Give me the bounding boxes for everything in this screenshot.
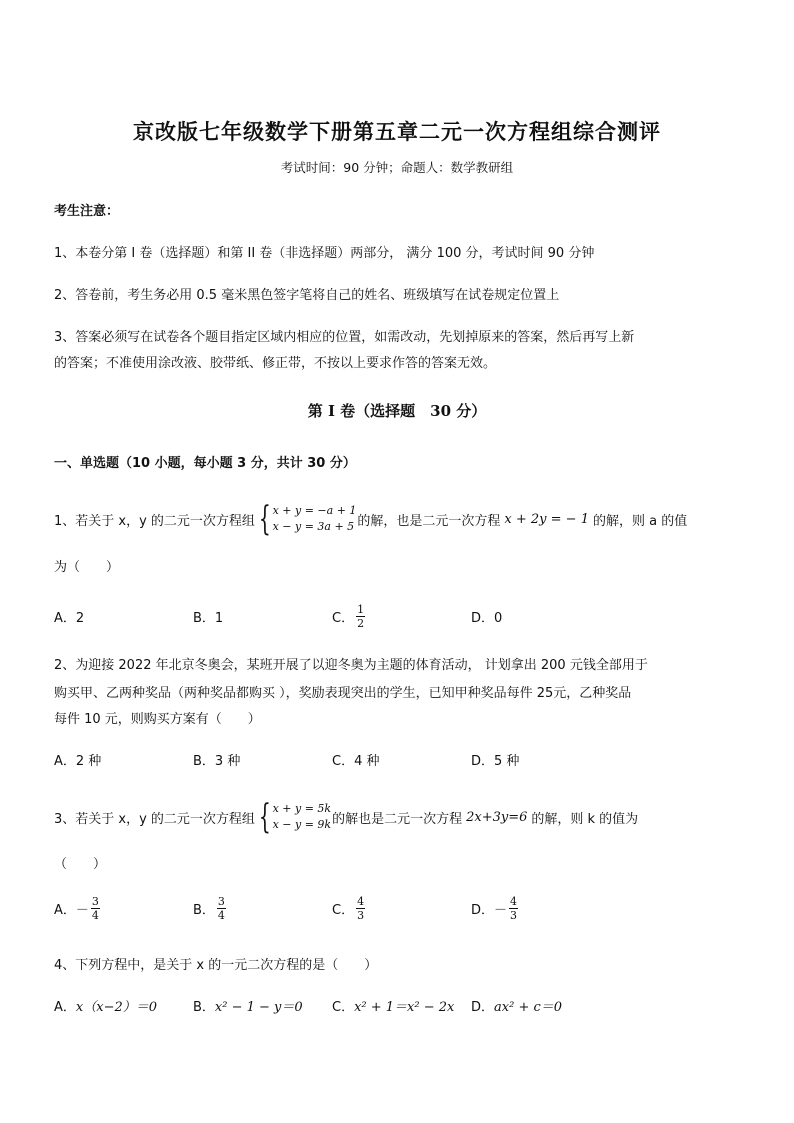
q3-option-b-fraction	[217, 895, 226, 922]
question-1-stem	[54, 499, 688, 539]
brace-icon: {	[258, 797, 271, 837]
q4-stem: 4、下列方程中，是关于 x 的一元二次方程的是（ ）	[54, 958, 378, 973]
q1-option-a[interactable]: A．2	[54, 611, 85, 626]
q3-option-b[interactable]	[193, 895, 332, 922]
q3-eq1: x + y = 5k	[272, 802, 332, 815]
q1-suffix: 的解，则 a 的值	[592, 513, 688, 529]
q3-equation-system	[256, 797, 332, 837]
q4-option-b-label: B．	[193, 1000, 215, 1015]
q4-option-c[interactable]	[332, 996, 471, 1015]
q2-option-b[interactable]: B．3 种	[193, 754, 241, 769]
q3-option-a-fraction	[91, 895, 100, 922]
q3-middle: 的解也是二元一次方程	[332, 811, 463, 827]
fraction-denominator: 4	[91, 909, 99, 922]
brace-icon: {	[258, 499, 271, 539]
fraction-denominator: 3	[357, 909, 365, 922]
q2-option-c[interactable]: C．4 种	[332, 754, 380, 769]
q3-option-b-label: B．	[193, 903, 215, 918]
q3-prefix: 3、若关于 x，y 的二元一次方程组	[54, 811, 255, 827]
q3-line2: （ ）	[54, 857, 107, 872]
q1-option-d[interactable]: D．0	[471, 611, 503, 626]
q1-eq2: x − y = 3a + 5	[272, 520, 355, 533]
notice-item-2: 2、答卷前，考生务必用 0.5 毫米黑色签字笔将自己的姓名、班级填写在试卷规定位置上	[54, 288, 560, 303]
fraction-denominator: 4	[217, 909, 225, 922]
exam-info: 考试时间：90 分钟；命题人：数学教研组	[280, 160, 514, 175]
fraction-numerator: 3	[217, 895, 225, 908]
q4-option-d[interactable]	[471, 996, 591, 1015]
notice-item-3-cont: 的答案；不准使用涂改液、胶带纸、修正带，不按以上要求作答的答案无效。	[54, 356, 497, 371]
fraction-numerator: 1	[357, 603, 365, 616]
q1-prefix: 1、若关于 x，y 的二元一次方程组	[54, 513, 255, 529]
q1-eq1: x + y = −a + 1	[272, 504, 357, 517]
q3-options	[54, 895, 610, 922]
fraction-numerator: 4	[357, 895, 365, 908]
q3-eq3: 2x+3y=6	[466, 809, 528, 825]
q3-option-a[interactable]	[54, 895, 193, 922]
fraction-denominator: 2	[357, 617, 365, 630]
q1-option-c-fraction	[356, 603, 365, 630]
q4-option-d-label: D．	[471, 1000, 495, 1015]
q4-option-c-label: C．	[332, 1000, 355, 1015]
notice-item-3: 3、答案必须写在试卷各个题目指定区域内相应的位置，如需改动，先划掉原来的答案，然后再写上新	[54, 330, 635, 345]
q1-equation-system	[256, 499, 357, 539]
page-title: 京改版七年级数学下册第五章二元一次方程组综合测评	[133, 119, 661, 144]
q3-eq2: x − y = 9k	[272, 818, 332, 831]
q2-line1: 2、为迎接 2022 年北京冬奥会，某班开展了以迎冬奥为主题的体育活动， 计划拿出 200 元钱全部用于	[54, 658, 648, 673]
q4-option-a-label: A．	[54, 1000, 76, 1015]
q2-option-a[interactable]: A．2 种	[54, 754, 102, 769]
notice-item-1: 1、本卷分第 I 卷（选择题）和第 II 卷（非选择题）两部分， 满分 100 分，考试时间 90 分钟	[54, 246, 595, 261]
q3-option-a-label: A．－	[54, 903, 89, 918]
q3-option-c-label: C．	[332, 903, 355, 918]
fraction-denominator: 3	[510, 909, 518, 922]
q3-option-d-label: D．－	[471, 903, 508, 918]
q1-option-c-label: C．	[332, 611, 355, 626]
question-3-stem	[54, 797, 639, 837]
q1-middle: 的解，也是二元一次方程	[357, 513, 501, 529]
q2-option-d[interactable]: D．5 种	[471, 754, 520, 769]
q2-line2: 购买甲、乙两种奖品（两种奖品都购买 ），奖励表现突出的学生，已知甲种奖品每件 25元，乙种奖品	[54, 686, 632, 701]
q4-option-b[interactable]	[193, 996, 332, 1015]
q2-line3: 每件 10 元，则购买方案有（ ）	[54, 712, 261, 727]
q1-line2: 为（ ）	[54, 560, 120, 575]
fraction-numerator: 3	[91, 895, 99, 908]
q4-option-a-expr: x（x−2）＝0	[75, 1000, 158, 1015]
q1-option-b[interactable]: B．1	[193, 611, 224, 626]
section-subtitle: 一、单选题（10 小题，每小题 3 分，共计 30 分）	[54, 456, 356, 471]
q1-options	[54, 603, 610, 630]
q2-options	[54, 750, 610, 769]
fraction-numerator: 4	[510, 895, 518, 908]
q3-option-c[interactable]	[332, 895, 471, 922]
q3-option-d-fraction	[509, 895, 518, 922]
q4-options	[54, 996, 591, 1015]
q4-option-a[interactable]	[54, 996, 193, 1015]
q1-option-c[interactable]	[332, 603, 471, 630]
notice-heading: 考生注意：	[54, 204, 120, 219]
q4-option-c-expr: x² + 1＝x² − 2x	[354, 1000, 455, 1015]
q4-option-d-expr: ax² + c＝0	[494, 1000, 563, 1015]
section-title: 第 I 卷（选择题 30 分）	[307, 402, 487, 420]
q3-option-c-fraction	[356, 895, 365, 922]
q1-eq3: x + 2y = − 1	[504, 511, 589, 527]
q3-option-d[interactable]	[471, 895, 610, 922]
q4-option-b-expr: x² − 1 − y＝0	[214, 1000, 303, 1015]
q3-suffix: 的解，则 k 的值为	[531, 811, 639, 827]
